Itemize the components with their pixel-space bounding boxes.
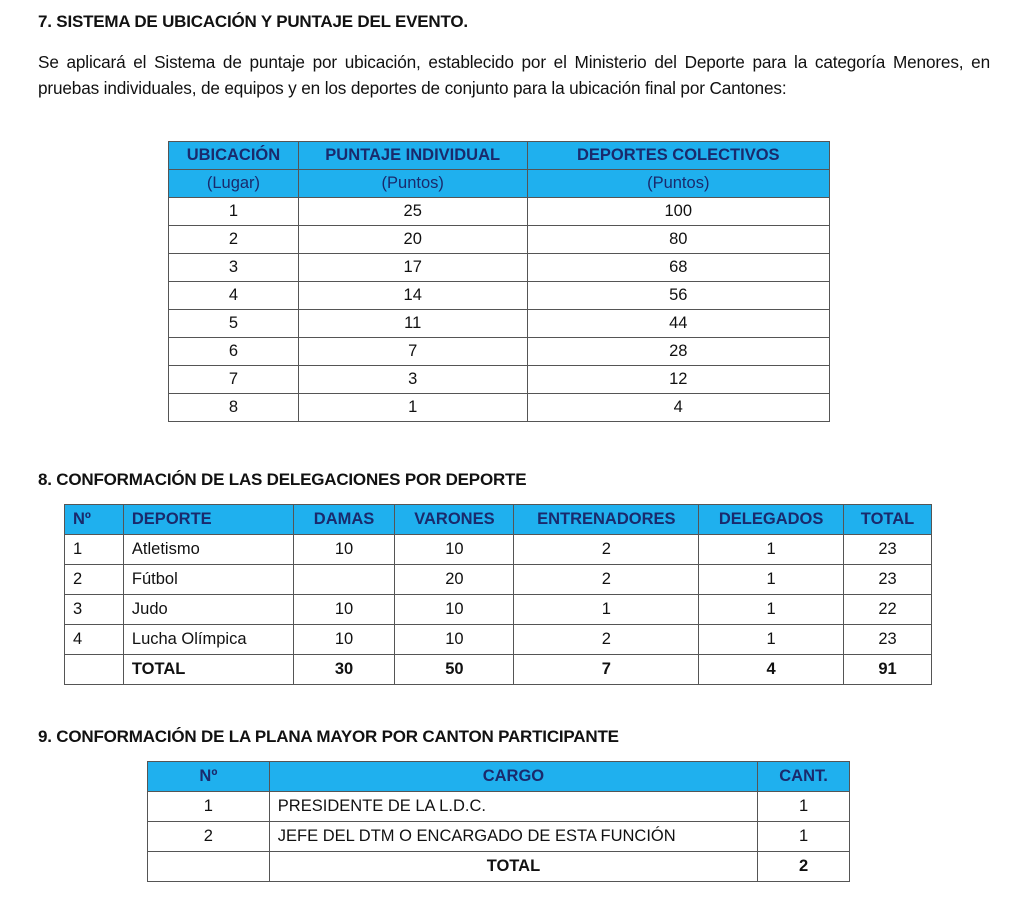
column-header: UBICACIÓN <box>169 142 299 170</box>
scoring-table <box>168 141 830 422</box>
table-row <box>169 282 830 310</box>
cell: 4 <box>169 282 299 310</box>
cell: 12 <box>527 366 829 394</box>
column-header: VARONES <box>395 505 514 535</box>
total-label: TOTAL <box>269 852 757 882</box>
table-row <box>169 338 830 366</box>
cell: 68 <box>527 254 829 282</box>
delegations-table <box>64 504 932 685</box>
table-row <box>148 822 850 852</box>
table-row <box>169 394 830 422</box>
cell: Lucha Olímpica <box>123 625 293 655</box>
column-header: Nº <box>65 505 124 535</box>
column-subheader: (Puntos) <box>527 170 829 198</box>
staff-table-header-row <box>148 762 850 792</box>
section-8-title: 8. CONFORMACIÓN DE LAS DELEGACIONES POR DEPORTE <box>38 470 527 489</box>
table-row <box>169 226 830 254</box>
column-header: DAMAS <box>293 505 395 535</box>
cell: 2 <box>514 625 699 655</box>
cell: JEFE DEL DTM O ENCARGADO DE ESTA FUNCIÓN <box>269 822 757 852</box>
cell: 28 <box>527 338 829 366</box>
cell: 10 <box>395 535 514 565</box>
cell: 1 <box>148 792 270 822</box>
cell: 3 <box>169 254 299 282</box>
table-row <box>65 595 932 625</box>
cell: 10 <box>293 535 395 565</box>
table-row <box>169 198 830 226</box>
cell: 50 <box>395 655 514 685</box>
cell: 1 <box>699 535 844 565</box>
cell: 4 <box>699 655 844 685</box>
column-header: DEPORTE <box>123 505 293 535</box>
grand-total: 2 <box>758 852 850 882</box>
cell: 6 <box>169 338 299 366</box>
cell <box>293 565 395 595</box>
cell: 2 <box>148 822 270 852</box>
table-row <box>169 310 830 338</box>
total-row <box>148 852 850 882</box>
cell: 1 <box>514 595 699 625</box>
cell: 1 <box>65 535 124 565</box>
cell <box>65 655 124 685</box>
cell: 1 <box>699 565 844 595</box>
cell: 1 <box>758 822 850 852</box>
cell: 11 <box>298 310 527 338</box>
cell: Atletismo <box>123 535 293 565</box>
cell: 1 <box>298 394 527 422</box>
cell: 2 <box>65 565 124 595</box>
table-row <box>65 625 932 655</box>
cell: Judo <box>123 595 293 625</box>
table-row <box>65 565 932 595</box>
cell: 10 <box>395 625 514 655</box>
cell: 23 <box>844 565 932 595</box>
cell: 7 <box>169 366 299 394</box>
column-header: CANT. <box>758 762 850 792</box>
cell: 17 <box>298 254 527 282</box>
cell <box>148 852 270 882</box>
cell: 14 <box>298 282 527 310</box>
cell: 1 <box>699 595 844 625</box>
column-header: ENTRENADORES <box>514 505 699 535</box>
cell: 22 <box>844 595 932 625</box>
cell: 20 <box>395 565 514 595</box>
column-header: DELEGADOS <box>699 505 844 535</box>
cell: 4 <box>65 625 124 655</box>
column-subheader: (Puntos) <box>298 170 527 198</box>
cell: Fútbol <box>123 565 293 595</box>
section-7-title: 7. SISTEMA DE UBICACIÓN Y PUNTAJE DEL EVENTO. <box>38 12 468 31</box>
cell: 44 <box>527 310 829 338</box>
scoring-table-header-row <box>169 142 830 170</box>
cell: 4 <box>527 394 829 422</box>
cell: 20 <box>298 226 527 254</box>
cell: PRESIDENTE DE LA L.D.C. <box>269 792 757 822</box>
cell: 23 <box>844 535 932 565</box>
column-header: CARGO <box>269 762 757 792</box>
column-header: PUNTAJE INDIVIDUAL <box>298 142 527 170</box>
cell: 25 <box>298 198 527 226</box>
table-row <box>148 792 850 822</box>
cell: 30 <box>293 655 395 685</box>
cell: 8 <box>169 394 299 422</box>
cell: 1 <box>758 792 850 822</box>
column-header: DEPORTES COLECTIVOS <box>527 142 829 170</box>
cell: 7 <box>298 338 527 366</box>
cell: 2 <box>514 535 699 565</box>
scoring-table-subheader-row <box>169 170 830 198</box>
section-9-title: 9. CONFORMACIÓN DE LA PLANA MAYOR POR CANTON PARTICIPANTE <box>38 727 619 746</box>
staff-table <box>147 761 850 882</box>
table-row <box>65 535 932 565</box>
total-row <box>65 655 932 685</box>
cell: 1 <box>169 198 299 226</box>
cell: 10 <box>293 595 395 625</box>
cell: 5 <box>169 310 299 338</box>
table-row <box>169 366 830 394</box>
column-subheader: (Lugar) <box>169 170 299 198</box>
column-header: Nº <box>148 762 270 792</box>
grand-total: 91 <box>844 655 932 685</box>
cell: 2 <box>169 226 299 254</box>
cell: 80 <box>527 226 829 254</box>
cell: 10 <box>395 595 514 625</box>
cell: 1 <box>699 625 844 655</box>
cell: 7 <box>514 655 699 685</box>
total-label: TOTAL <box>123 655 293 685</box>
cell: 3 <box>65 595 124 625</box>
cell: 23 <box>844 625 932 655</box>
cell: 56 <box>527 282 829 310</box>
cell: 3 <box>298 366 527 394</box>
delegations-table-header-row <box>65 505 932 535</box>
section-7-paragraph: Se aplicará el Sistema de puntaje por ubicación, establecido por el Ministerio del Deporte para la categoría Menores, en pruebas individuales, de equipos y en los deportes de conjunto para la ubicación final por Cantones: <box>38 52 990 98</box>
column-header: TOTAL <box>844 505 932 535</box>
cell: 100 <box>527 198 829 226</box>
table-row <box>169 254 830 282</box>
cell: 2 <box>514 565 699 595</box>
cell: 10 <box>293 625 395 655</box>
